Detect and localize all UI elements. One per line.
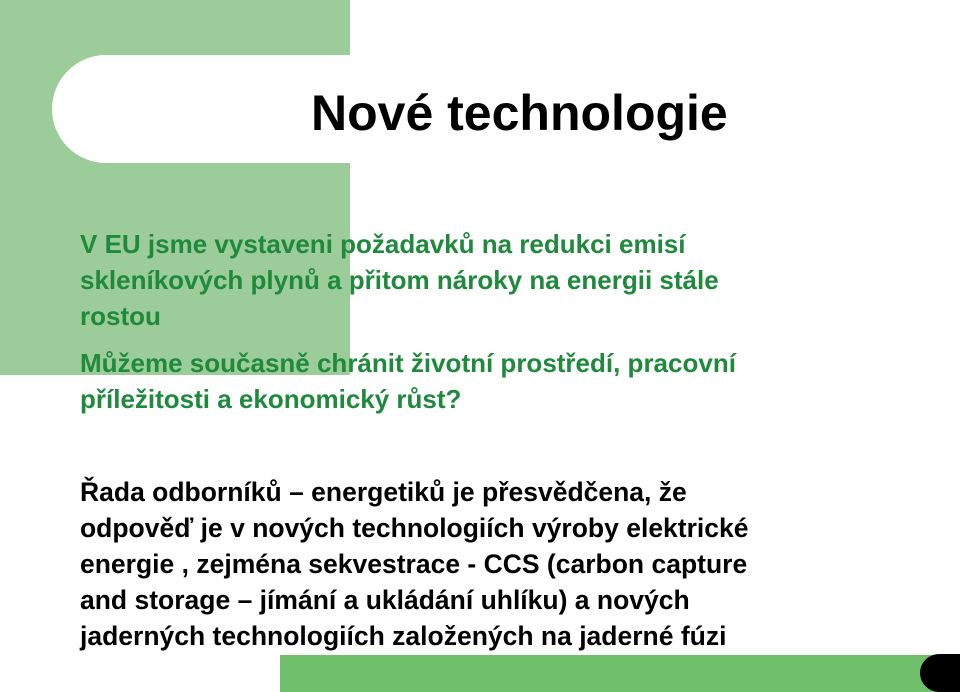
text-line: rostou [80,301,161,331]
slide-title: Nové technologie [311,85,728,141]
text-line: Můžeme současně chránit životní prostředí, pracovní [80,348,736,378]
text-line: jaderných technologiích založených na jaderné fúzi [80,621,727,651]
paragraph-experts [80,474,749,654]
decorative-bottom-cap [920,654,960,692]
text-line: Řada odborníků – energetiků je přesvědčena, že [80,477,687,507]
text-line: příležitosti a ekonomický růst? [80,384,462,414]
text-line: and storage – jímání a ukládání uhlíku) a nových [80,585,690,615]
text-line: odpověď je v nových technologiích výroby elektrické [80,513,749,543]
text-line: V EU jsme vystaveni požadavků na redukci emisí [80,229,686,259]
decorative-bottom-bar [280,655,955,692]
text-line: energie , zejména sekvestrace - CCS (carbon capture [80,549,748,579]
text-line: skleníkových plynů a přitom nároky na energii stále [80,265,719,295]
paragraph-emissions [80,226,719,334]
paragraph-question [80,345,736,417]
